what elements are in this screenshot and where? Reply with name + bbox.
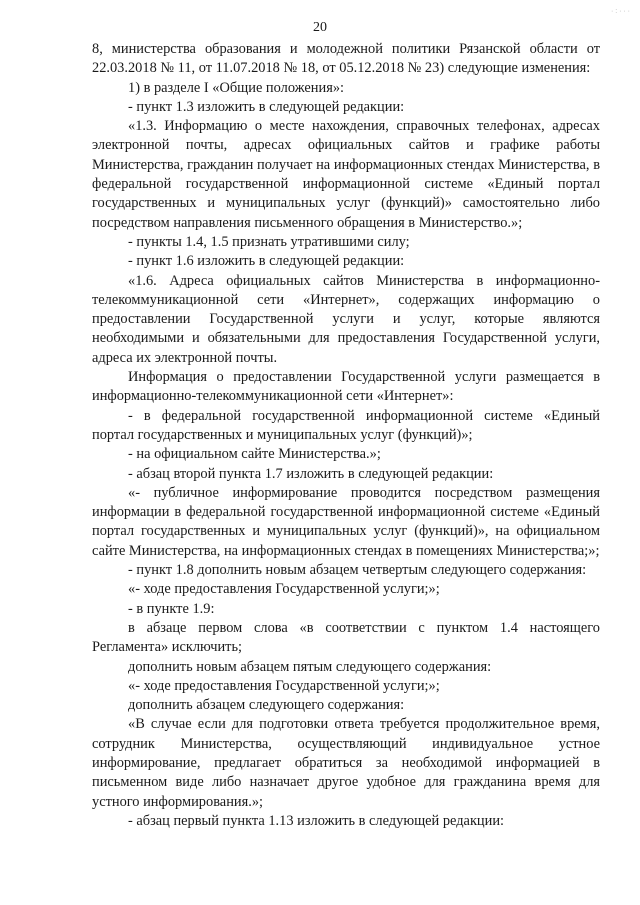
document-body bbox=[92, 40, 600, 831]
paragraph: - пункт 1.6 изложить в следующей редакции: bbox=[128, 253, 405, 270]
paragraph: в абзаце первом слова «в соответствии с пунктом 1.4 настоящего Регламента» исключить; bbox=[92, 619, 600, 656]
list-item: - в федеральной государственной информационной системе «Единый портал государственных и муниципальных услуг (функций)»; bbox=[92, 407, 600, 443]
quoted-paragraph: «- ходе предоставления Государственной услуги;»; bbox=[128, 581, 440, 598]
paragraph: дополнить абзацем следующего содержания: bbox=[128, 697, 405, 714]
paragraph: - пункт 1.3 изложить в следующей редакции: bbox=[128, 98, 405, 115]
quoted-paragraph: «1.6. Адреса официальных сайтов Министерства в информационно-телекоммуникационной сети «Интернет», содержащих информацию о предоставлении Государственной услуги и услуг, которые являются необходимыми и обязательными для предоставления Государственной услуги, адреса их электронной почты. bbox=[92, 272, 600, 366]
quoted-paragraph: «- публичное информирование проводится посредством размещения информации в федеральной государственной информационной системе «Единый портал государственных и муниципальных услуг (функций)», на официальном сайте Министерства, на информационных стендах в помещениях Министерства;»; bbox=[92, 484, 600, 559]
page-number: 20 bbox=[313, 20, 327, 35]
quoted-paragraph: «В случае если для подготовки ответа требуется продолжительное время, сотрудник Министерства, осуществляющий индивидуальное устное информирование, предлагает обратиться за необходимой информацией в письменном виде либо назначает другое удобное для гражданина время для устного информирования.»; bbox=[92, 716, 600, 810]
paragraph: - абзац первый пункта 1.13 изложить в следующей редакции: bbox=[128, 812, 505, 829]
list-item: - на официальном сайте Министерства.»; bbox=[128, 446, 381, 463]
paragraph: Информация о предоставлении Государственной услуги размещается в информационно-телекоммуникационной сети «Интернет»: bbox=[92, 369, 600, 405]
section-heading: 1) в разделе I «Общие положения»: bbox=[128, 79, 345, 96]
quoted-paragraph: «- ходе предоставления Государственной услуги;»; bbox=[128, 677, 440, 694]
paragraph: - в пункте 1.9: bbox=[128, 600, 215, 617]
scan-mark-decoration: · : · · · bbox=[610, 8, 630, 15]
quoted-paragraph: «1.3. Информацию о месте нахождения, справочных телефонах, адресах электронной почты, адресах официальных сайтов и графике работы Министерства, гражданин получает на информационных стендах Министерства, в федеральной государственной информационной системе «Единый портал государственных и муниципальных услуг (функций)» самостоятельно либо посредством направления письменного обращения в Министерство.»; bbox=[92, 118, 600, 231]
paragraph: дополнить новым абзацем пятым следующего содержания: bbox=[128, 658, 492, 675]
paragraph: - пункты 1.4, 1.5 признать утратившими силу; bbox=[128, 233, 410, 250]
paragraph: - пункт 1.8 дополнить новым абзацем четвертым следующего содержания: bbox=[128, 562, 587, 579]
paragraph: 8, министерства образования и молодежной политики Рязанской области от 22.03.2018 № 11, от 11.07.2018 № 18, от 05.12.2018 № 23) следующие изменения: bbox=[92, 41, 600, 77]
paragraph: - абзац второй пункта 1.7 изложить в следующей редакции: bbox=[128, 465, 494, 482]
